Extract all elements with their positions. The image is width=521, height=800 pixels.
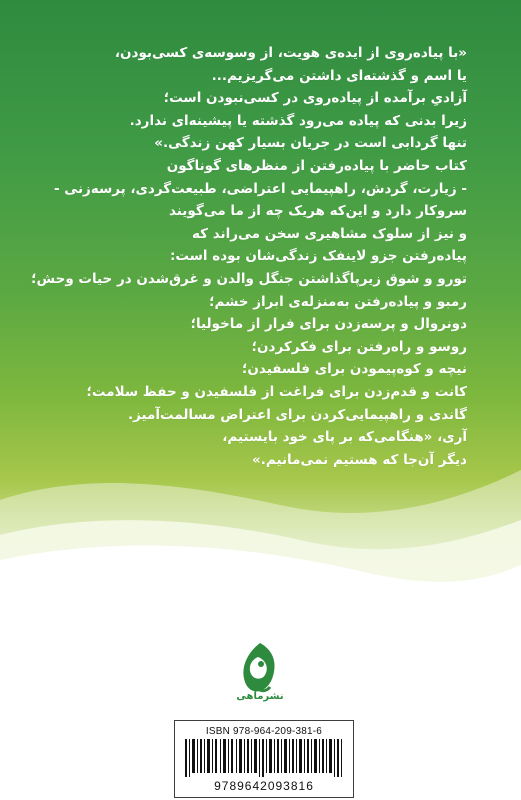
text-line-3: آزادیِ برآمده از پیاده‌روی در کسی‌نبودن است؛ [163, 90, 467, 107]
text-line-18: آری، «هنگامی‌که بر پای خود بایستیم، [222, 429, 467, 446]
text-line-16: کانت و قدم‌زدن برای فراغت از فلسفیدن و حفظ سلامت؛ [86, 383, 467, 400]
back-cover-text [26, 42, 467, 471]
text-line-19: دیگر آن‌جا که هستیم نمی‌مانیم.» [252, 451, 467, 468]
text-line-4: زیرا بدنی که پیاده می‌رود گذشته یا پیشینه‌ای ندارد. [129, 112, 467, 129]
text-line-5: تنها گردابی است در جریان بسیار کهن زندگی.» [154, 135, 467, 152]
barcode-bars [185, 739, 345, 777]
text-line-7: - زیارت، گردش، راهپیمایی اعتراضی، طبیعت‌گردی، پرسه‌زنی - [53, 180, 467, 197]
text-line-15: نیچه و کوه‌پیمودن برای فلسفیدن؛ [241, 361, 467, 378]
text-line-11: تورو و شوق زیرپاگذاشتن جنگل والدن و غرق‌شدن در حیات وحش؛ [31, 270, 467, 287]
text-line-17: گاندی و راهپیمایی‌کردن برای اعتراض مسالمت‌آمیز. [128, 406, 467, 423]
isbn-label: ISBN 978-964-209-381-6 [205, 726, 323, 737]
text-line-14: روسو و راه‌رفتن برای فکرکردن؛ [251, 338, 467, 355]
isbn-barcode-box [174, 720, 354, 798]
text-line-6: کتاب حاضر با پیاده‌رفتن از منظرهای گوناگون [166, 157, 467, 174]
text-line-2: یا اسم و گذشته‌ای داشتن می‌گریزیم... [211, 67, 467, 84]
text-line-9: و نیز از سلوک مشاهیری سخن می‌راند که [191, 225, 467, 242]
text-line-12: رمبو و پیاده‌رفتن به‌منزله‌ی ابراز خشم؛ [209, 293, 467, 310]
barcode-number: 9789642093816 [214, 779, 314, 793]
text-line-1: «با پیاده‌روی از ایده‌ی هویت، از وسوسه‌ی کسی‌بودن، [114, 45, 467, 61]
publisher-name: نشرماهی [236, 691, 284, 702]
text-line-10: پیاده‌رفتن جزو لاینفک زندگی‌شان بوده است: [169, 248, 467, 265]
text-line-13: دونروال و پرسه‌زدن برای فرار از ماخولیا؛ [190, 316, 467, 333]
text-line-8: سروکار دارد و این‌که هریک چه از ما می‌گویند [169, 203, 467, 220]
